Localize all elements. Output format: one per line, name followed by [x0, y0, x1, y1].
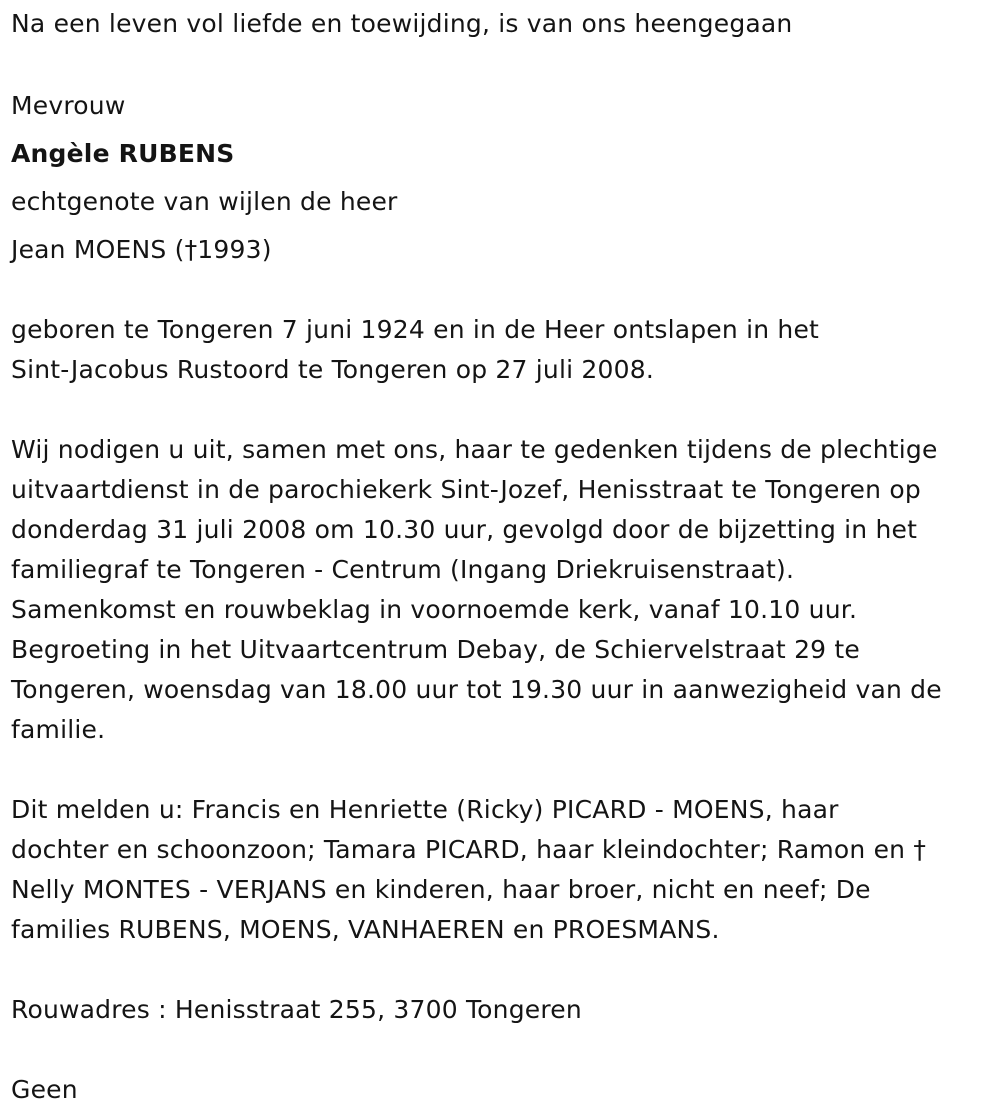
invitation-line-2: uitvaartdienst in de parochiekerk Sint-Jozef, Henisstraat te Tongeren op [11, 475, 921, 504]
announcers-line-2: dochter en schoonzoon; Tamara PICARD, haar kleindochter; Ramon en † [11, 835, 927, 864]
spouse-name: Jean MOENS (†1993) [11, 235, 272, 264]
invitation-line-8: familie. [11, 715, 106, 744]
invitation-line-1: Wij nodigen u uit, samen met ons, haar te gedenken tijdens de plechtige [11, 435, 938, 464]
birth-death-line-1: geboren te Tongeren 7 juni 1924 en in de Heer ontslapen in het [11, 315, 820, 344]
invitation-line-7: Tongeren, woensdag van 18.00 uur tot 19.30 uur in aanwezigheid van de [11, 675, 942, 704]
birth-death-line-2: Sint-Jacobus Rustoord te Tongeren op 27 juli 2008. [11, 355, 654, 384]
deceased-name: Angèle RUBENS [11, 139, 235, 168]
invitation-line-3: donderdag 31 juli 2008 om 10.30 uur, gevolgd door de bijzetting in het [11, 515, 918, 544]
invitation-line-5: Samenkomst en rouwbeklag in voornoemde kerk, vanaf 10.10 uur. [11, 595, 858, 624]
announcers-line-3: Nelly MONTES - VERJANS en kinderen, haar broer, nicht en neef; De [11, 875, 871, 904]
invitation-line-6: Begroeting in het Uitvaartcentrum Debay, de Schiervelstraat 29 te [11, 635, 861, 664]
mourning-address: Rouwadres : Henisstraat 255, 3700 Tongeren [11, 995, 582, 1024]
salutation: Mevrouw [11, 91, 126, 120]
announcers-line-4: families RUBENS, MOENS, VANHAEREN en PROESMANS. [11, 915, 720, 944]
announcers-line-1: Dit melden u: Francis en Henriette (Ricky) PICARD - MOENS, haar [11, 795, 839, 824]
relation-line: echtgenote van wijlen de heer [11, 187, 398, 216]
intro-text: Na een leven vol liefde en toewijding, is van ons heengegaan [11, 9, 793, 38]
invitation-line-4: familiegraf te Tongeren - Centrum (Ingang Driekruisenstraat). [11, 555, 795, 584]
closing-text: Geen [11, 1075, 78, 1104]
